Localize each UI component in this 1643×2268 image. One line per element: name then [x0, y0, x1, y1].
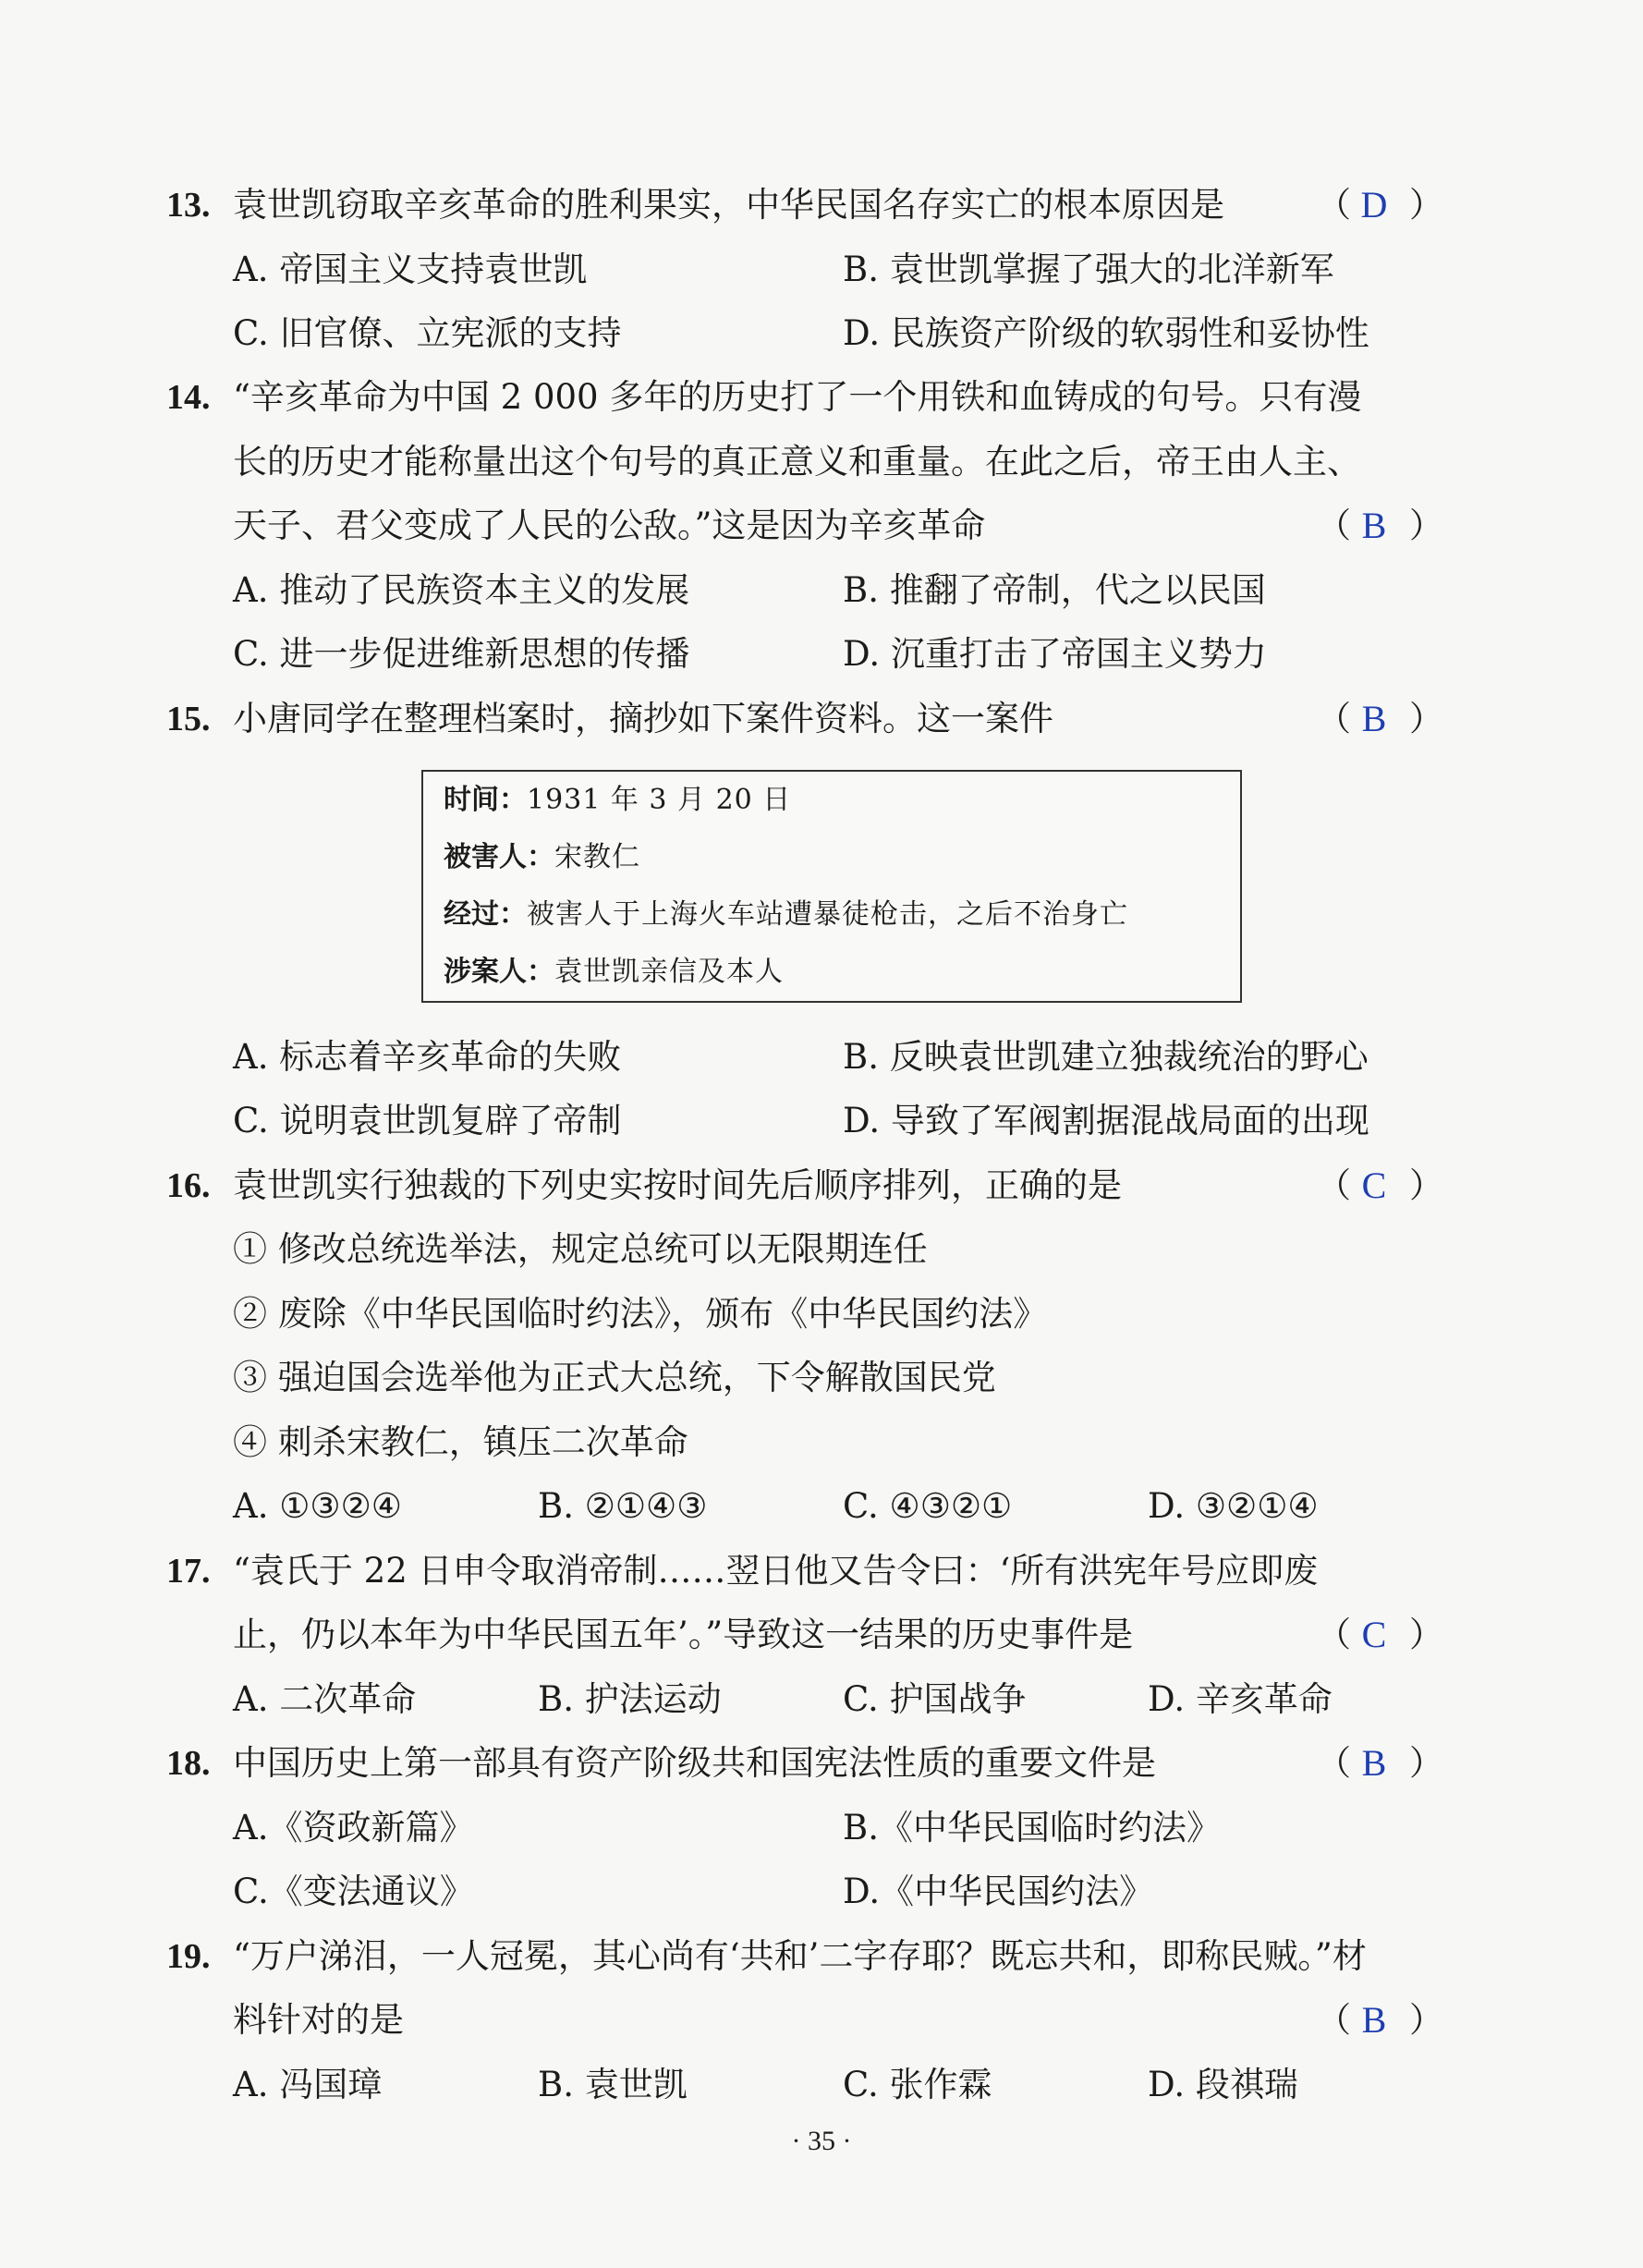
option-c: C. 张作霖: [843, 2065, 992, 2104]
option-d: D. 导致了军阀割据混战局面的出现: [843, 1101, 1369, 1140]
bracket-close: ）: [1409, 2000, 1443, 2040]
option-c: C. 进一步促进维新思想的传播: [233, 634, 690, 674]
bracket-close: ）: [1409, 1165, 1443, 1205]
options-row: [0, 1860, 1643, 1923]
options-row: [0, 1668, 1643, 1731]
bracket-open: （: [1317, 1615, 1351, 1654]
question-13-stem-line: [0, 174, 1643, 237]
answer-letter: C: [1361, 1164, 1387, 1206]
question-stem: 袁世凯实行独裁的下列史实按时间先后顺序排列，正确的是: [233, 1165, 1122, 1205]
options-row: [0, 238, 1643, 301]
question-number: 15.: [166, 700, 211, 738]
case-row-victim: [444, 829, 640, 886]
option-a: A.《资政新篇》: [233, 1808, 474, 1847]
answer-letter: B: [1361, 1742, 1387, 1784]
question-stem: 止，仍以本年为中华民国五年’。”导致这一结果的历史事件是: [233, 1615, 1134, 1654]
option-a: A. 二次革命: [233, 1679, 417, 1719]
bracket-open: （: [1317, 1165, 1351, 1205]
question-14-stem-line: [0, 494, 1643, 557]
options-row: [0, 1797, 1643, 1860]
item-text: ② 废除《中华民国临时约法》，颁布《中华民国约法》: [233, 1294, 1048, 1334]
item-text: ③ 强迫国会选举他为正式大总统，下令解散国民党: [233, 1358, 996, 1397]
question-stem: 长的历史才能称量出这个句号的真正意义和重量。在此之后，帝王由人主、: [233, 442, 1361, 482]
option-b: B. ②①④③: [538, 1486, 708, 1526]
case-label: 时间：: [444, 784, 527, 816]
case-row-time: [444, 772, 791, 829]
bracket-open: （: [1317, 1743, 1351, 1783]
option-d: D. 沉重打击了帝国主义势力: [843, 634, 1267, 674]
option-d: D. 段祺瑞: [1148, 2065, 1298, 2104]
answer-letter: B: [1361, 1999, 1387, 2041]
option-b: B. 推翻了帝制，代之以民国: [843, 570, 1266, 610]
item-text: ① 修改总统选举法，规定总统可以无限期连任: [233, 1229, 928, 1269]
option-d: D. ③②①④: [1148, 1486, 1319, 1526]
case-value: 被害人于上海火车站遭暴徒枪击，之后不治身亡: [527, 898, 1128, 931]
question-number: 13.: [166, 186, 211, 225]
option-b: B. 护法运动: [538, 1679, 722, 1719]
numbered-item: [0, 1347, 1643, 1409]
option-a: A. ①③②④: [233, 1486, 402, 1526]
bracket-open: （: [1317, 506, 1351, 545]
option-c: C. ④③②①: [843, 1486, 1013, 1526]
option-b: B.《中华民国临时约法》: [843, 1808, 1221, 1847]
question-number: 18.: [166, 1744, 211, 1783]
item-text: ④ 刺杀宋教仁，镇压二次革命: [233, 1422, 688, 1462]
numbered-item: [0, 1411, 1643, 1474]
option-a: A. 标志着辛亥革命的失败: [233, 1037, 622, 1077]
case-label: 涉案人：: [444, 956, 554, 988]
case-value: 袁世凯亲信及本人: [554, 956, 784, 988]
case-record-box: [421, 770, 1242, 1003]
options-row: [0, 1090, 1643, 1152]
option-b: B. 袁世凯: [538, 2065, 688, 2104]
options-row: [0, 1026, 1643, 1089]
option-d: D.《中华民国约法》: [843, 1872, 1154, 1911]
question-19-stem-line: [0, 1925, 1643, 1988]
options-row: [0, 302, 1643, 365]
options-row: [0, 559, 1643, 622]
option-c: C. 旧官僚、立宪派的支持: [233, 313, 622, 353]
question-17-stem-line: [0, 1603, 1643, 1666]
bracket-open: （: [1317, 2000, 1351, 2040]
option-c: C. 护国战争: [843, 1679, 1027, 1719]
case-row-suspects: [444, 944, 784, 1001]
question-stem: 袁世凯窃取辛亥革命的胜利果实，中华民国名存实亡的根本原因是: [233, 185, 1224, 225]
question-stem: “辛亥革命为中国 2 000 多年的历史打了一个用铁和血铸成的句号。只有漫: [233, 377, 1362, 417]
bracket-close: ）: [1409, 699, 1443, 738]
option-c: C.《变法通议》: [233, 1872, 474, 1911]
question-number: 17.: [166, 1552, 211, 1591]
option-d: D. 民族资产阶级的软弱性和妥协性: [843, 313, 1369, 353]
numbered-item: [0, 1218, 1643, 1281]
case-value: 宋教仁: [554, 841, 640, 873]
answer-letter: B: [1361, 698, 1387, 739]
answer-letter: B: [1361, 505, 1387, 546]
question-stem: 中国历史上第一部具有资产阶级共和国宪法性质的重要文件是: [233, 1743, 1156, 1783]
bracket-close: ）: [1409, 185, 1443, 225]
case-row-process: [444, 886, 1128, 944]
answer-letter: D: [1360, 184, 1388, 226]
bracket-open: （: [1317, 699, 1351, 738]
bracket-close: ）: [1409, 1615, 1443, 1654]
options-row: [0, 623, 1643, 686]
question-number: 19.: [166, 1937, 211, 1976]
option-d: D. 辛亥革命: [1148, 1679, 1333, 1719]
case-value: 1931 年 3 月 20 日: [527, 784, 792, 816]
page-number: · 35 ·: [791, 2126, 852, 2156]
question-19-stem-line: [0, 1989, 1643, 2052]
option-b: B. 袁世凯掌握了强大的北洋新军: [843, 250, 1334, 289]
question-number: 16.: [166, 1166, 211, 1205]
option-a: A. 推动了民族资本主义的发展: [233, 570, 690, 610]
question-stem: 天子、君父变成了人民的公敌。”这是因为辛亥革命: [233, 506, 986, 545]
question-16-stem-line: [0, 1154, 1643, 1217]
case-label: 被害人：: [444, 841, 554, 873]
bracket-open: （: [1317, 185, 1351, 225]
numbered-item: [0, 1283, 1643, 1346]
question-stem: “万户涕泪，一人冠冕，其心尚有‘共和’二字存耶？既忘共和，即称民贼。”材: [233, 1936, 1367, 1976]
options-row: [0, 1475, 1643, 1538]
case-label: 经过：: [444, 898, 527, 931]
question-14-stem-line: [0, 366, 1643, 429]
question-stem: 小唐同学在整理档案时，摘抄如下案件资料。这一案件: [233, 699, 1053, 738]
option-c: C. 说明袁世凯复辟了帝制: [233, 1101, 622, 1140]
bracket-close: ）: [1409, 506, 1443, 545]
question-14-stem-line: [0, 431, 1643, 494]
question-stem: 料针对的是: [233, 2000, 404, 2040]
question-17-stem-line: [0, 1540, 1643, 1603]
bracket-close: ）: [1409, 1743, 1443, 1783]
options-row: [0, 2054, 1643, 2116]
option-b: B. 反映袁世凯建立独裁统治的野心: [843, 1037, 1369, 1077]
option-a: A. 帝国主义支持袁世凯: [233, 250, 588, 289]
question-stem: “袁氏于 22 日申令取消帝制……翌日他又告令曰：‘所有洪宪年号应即废: [233, 1551, 1319, 1591]
question-18-stem-line: [0, 1732, 1643, 1795]
question-number: 14.: [166, 378, 211, 417]
question-15-stem-line: [0, 688, 1643, 750]
answer-letter: C: [1361, 1614, 1387, 1655]
option-a: A. 冯国璋: [233, 2065, 383, 2104]
